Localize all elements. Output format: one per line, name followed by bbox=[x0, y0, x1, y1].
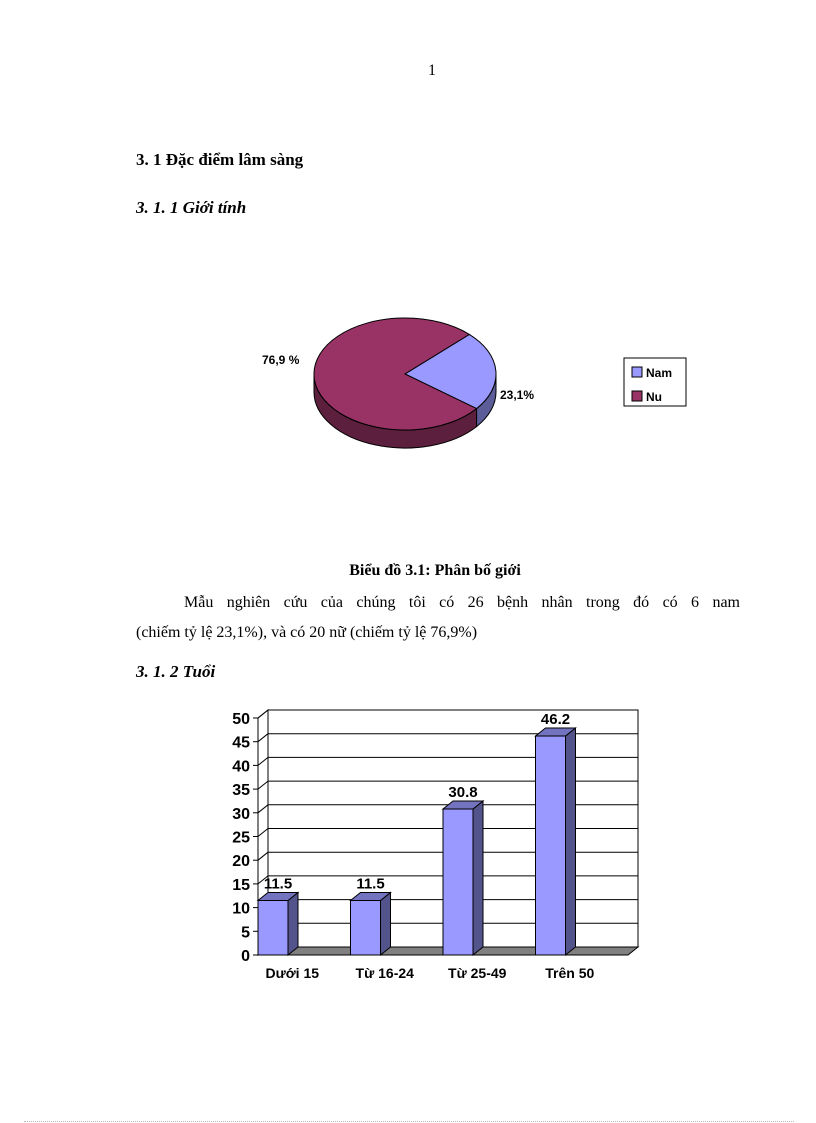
page-bottom-border bbox=[24, 1121, 794, 1122]
pie-label-nu: 76,9 % bbox=[262, 353, 300, 367]
x-category-label-2: Từ 25-49 bbox=[448, 965, 507, 981]
x-category-label-0: Dưới 15 bbox=[265, 965, 320, 981]
y-tick-label-50: 50 bbox=[232, 711, 250, 728]
y-tick-label-40: 40 bbox=[232, 758, 250, 776]
y-tick-label-15: 15 bbox=[232, 876, 250, 894]
y-tick-label-25: 25 bbox=[232, 829, 250, 847]
bar-chart-y-ticks bbox=[232, 711, 258, 965]
bar-side-1 bbox=[381, 892, 391, 955]
y-tick-label-45: 45 bbox=[232, 734, 250, 752]
y-tick-label-20: 20 bbox=[232, 853, 250, 871]
legend-label-nu: Nu bbox=[646, 390, 662, 404]
age-bar-chart bbox=[0, 690, 816, 1000]
bar-value-label-0: 11.5 bbox=[263, 875, 293, 893]
y-tick-label-5: 5 bbox=[241, 924, 250, 942]
bar-side-3 bbox=[566, 728, 576, 955]
bar-front-2 bbox=[443, 809, 473, 955]
bar-side-0 bbox=[288, 892, 298, 955]
x-category-label-1: Từ 16-24 bbox=[355, 965, 414, 981]
legend-swatch-nam bbox=[632, 367, 642, 377]
page-number: 1 bbox=[428, 62, 436, 79]
pie-group bbox=[314, 318, 496, 448]
bar-front-3 bbox=[536, 736, 566, 955]
y-tick-label-10: 10 bbox=[232, 900, 250, 918]
x-category-label-3: Trên 50 bbox=[545, 965, 595, 981]
bar-side-2 bbox=[473, 801, 483, 955]
paragraph-line-1: Mẫu nghiên cứu của chúng tôi có 26 bệnh nhân trong đó có 6 nam bbox=[184, 594, 740, 611]
y-tick-label-30: 30 bbox=[232, 805, 250, 823]
summary-paragraph bbox=[136, 588, 740, 648]
legend-label-nam: Nam bbox=[646, 366, 673, 380]
bar-value-label-3: 46.2 bbox=[540, 711, 571, 729]
paragraph-line-2: (chiếm tỷ lệ 23,1%), và có 20 nữ (chiếm tỷ lệ 76,9%) bbox=[136, 624, 478, 641]
subsection-heading-age: 3. 1. 2 Tuổi bbox=[136, 662, 216, 681]
pie-label-nam: 23,1% bbox=[500, 388, 535, 402]
figure-caption: Biểu đồ 3.1: Phân bố giới bbox=[349, 562, 521, 579]
gender-pie-chart bbox=[0, 0, 816, 560]
bar-value-label-2: 30.8 bbox=[448, 784, 478, 802]
y-tick-label-35: 35 bbox=[232, 782, 250, 800]
bar-front-0 bbox=[258, 900, 288, 955]
pie-legend bbox=[624, 358, 686, 406]
bar-chart-x-labels bbox=[265, 965, 594, 981]
subsection-heading-gender: 3. 1. 1 Giới tính bbox=[136, 198, 247, 217]
section-heading: 3. 1 Đặc điểm lâm sàng bbox=[136, 150, 304, 169]
bar-front-1 bbox=[351, 900, 381, 955]
bar-value-label-1: 11.5 bbox=[356, 875, 385, 893]
y-tick-label-0: 0 bbox=[241, 948, 250, 965]
legend-swatch-nu bbox=[632, 391, 642, 401]
